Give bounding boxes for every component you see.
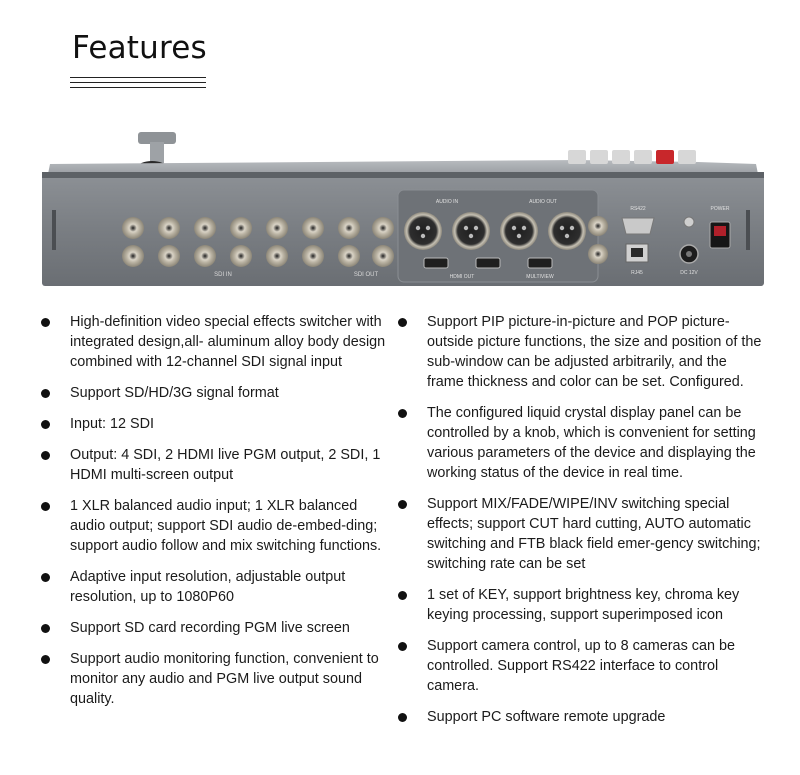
multiview-label: MULTIVIEW <box>526 274 554 280</box>
rj45-label: RJ45 <box>631 270 643 276</box>
feature-item: Support SD card recording PGM live screen <box>40 618 390 638</box>
bullet-icon <box>398 500 407 509</box>
page-title: Features <box>72 30 207 66</box>
feature-item: Support audio monitoring function, convenient to monitor any audio and PGM live output sound quality. <box>40 649 390 709</box>
bullet-icon <box>398 713 407 722</box>
hdmi-out-label: HDMI OUT <box>449 274 475 280</box>
rs422-port <box>622 218 654 234</box>
feature-item: Support camera control, up to 8 cameras can be controlled. Support RS422 interface to control camera. <box>397 636 767 696</box>
feature-item: Adaptive input resolution, adjustable output resolution, up to 1080P60 <box>40 567 390 607</box>
bullet-icon <box>398 642 407 651</box>
title-underline <box>70 82 206 83</box>
bullet-icon <box>41 655 50 664</box>
bullet-icon <box>41 451 50 460</box>
title-underline <box>70 77 206 78</box>
bullet-icon <box>41 502 50 511</box>
power-label: POWER <box>710 206 730 212</box>
bullet-icon <box>41 318 50 327</box>
bullet-icon <box>398 318 407 327</box>
sdi-out-label: SDI OUT <box>353 272 379 278</box>
feature-item: Support PC software remote upgrade <box>397 707 767 727</box>
audio-out-label: AUDIO OUT <box>529 199 557 205</box>
bullet-icon <box>41 624 50 633</box>
feature-item: The configured liquid crystal display panel can be controlled by a knob, which is convenient for setting various parameters of the device and displaying the working status of the device in real time. <box>397 403 767 483</box>
feature-item: High-definition video special effects switcher with integrated design,all- aluminum alloy body design combined with 12-channel SDI signal input <box>40 312 390 372</box>
feature-item: 1 XLR balanced audio input; 1 XLR balanced audio output; support SDI audio de-embed-ding; support audio follow and mix switching functions. <box>40 496 390 556</box>
audio-in-label: AUDIO IN <box>435 199 459 205</box>
features-left-column <box>40 312 390 720</box>
feature-item: Output: 4 SDI, 2 HDMI live PGM output, 2 SDI, 1 HDMI multi-screen output <box>40 445 390 485</box>
bullet-icon <box>41 420 50 429</box>
feature-item: 1 set of KEY, support brightness key, chroma key keying processing, support superimposed icon <box>397 585 767 625</box>
feature-item: Input: 12 SDI <box>40 414 390 434</box>
feature-item: Support SD/HD/3G signal format <box>40 383 390 403</box>
rs422-label: RS422 <box>630 206 646 212</box>
features-right-column <box>397 312 767 738</box>
sdi-in-label: SDI IN <box>214 272 232 278</box>
feature-item: Support MIX/FADE/WIPE/INV switching special effects; support CUT hard cutting, AUTO automatic switching and FTB black field emer-gency switching; switching rate can be set <box>397 494 767 574</box>
switcher-rear-panel-image <box>38 130 768 290</box>
bullet-icon <box>41 389 50 398</box>
feature-item: Support PIP picture-in-picture and POP picture-outside picture functions, the size and position of the sub-window can be adjusted arbitrarily, and the frame thickness and color can be set. Configured. <box>397 312 767 392</box>
bullet-icon <box>398 409 407 418</box>
bullet-icon <box>398 591 407 600</box>
dc12v-label: DC 12V <box>680 270 698 276</box>
bullet-icon <box>41 573 50 582</box>
title-underline <box>70 87 206 88</box>
hdmi-ports <box>424 258 552 268</box>
